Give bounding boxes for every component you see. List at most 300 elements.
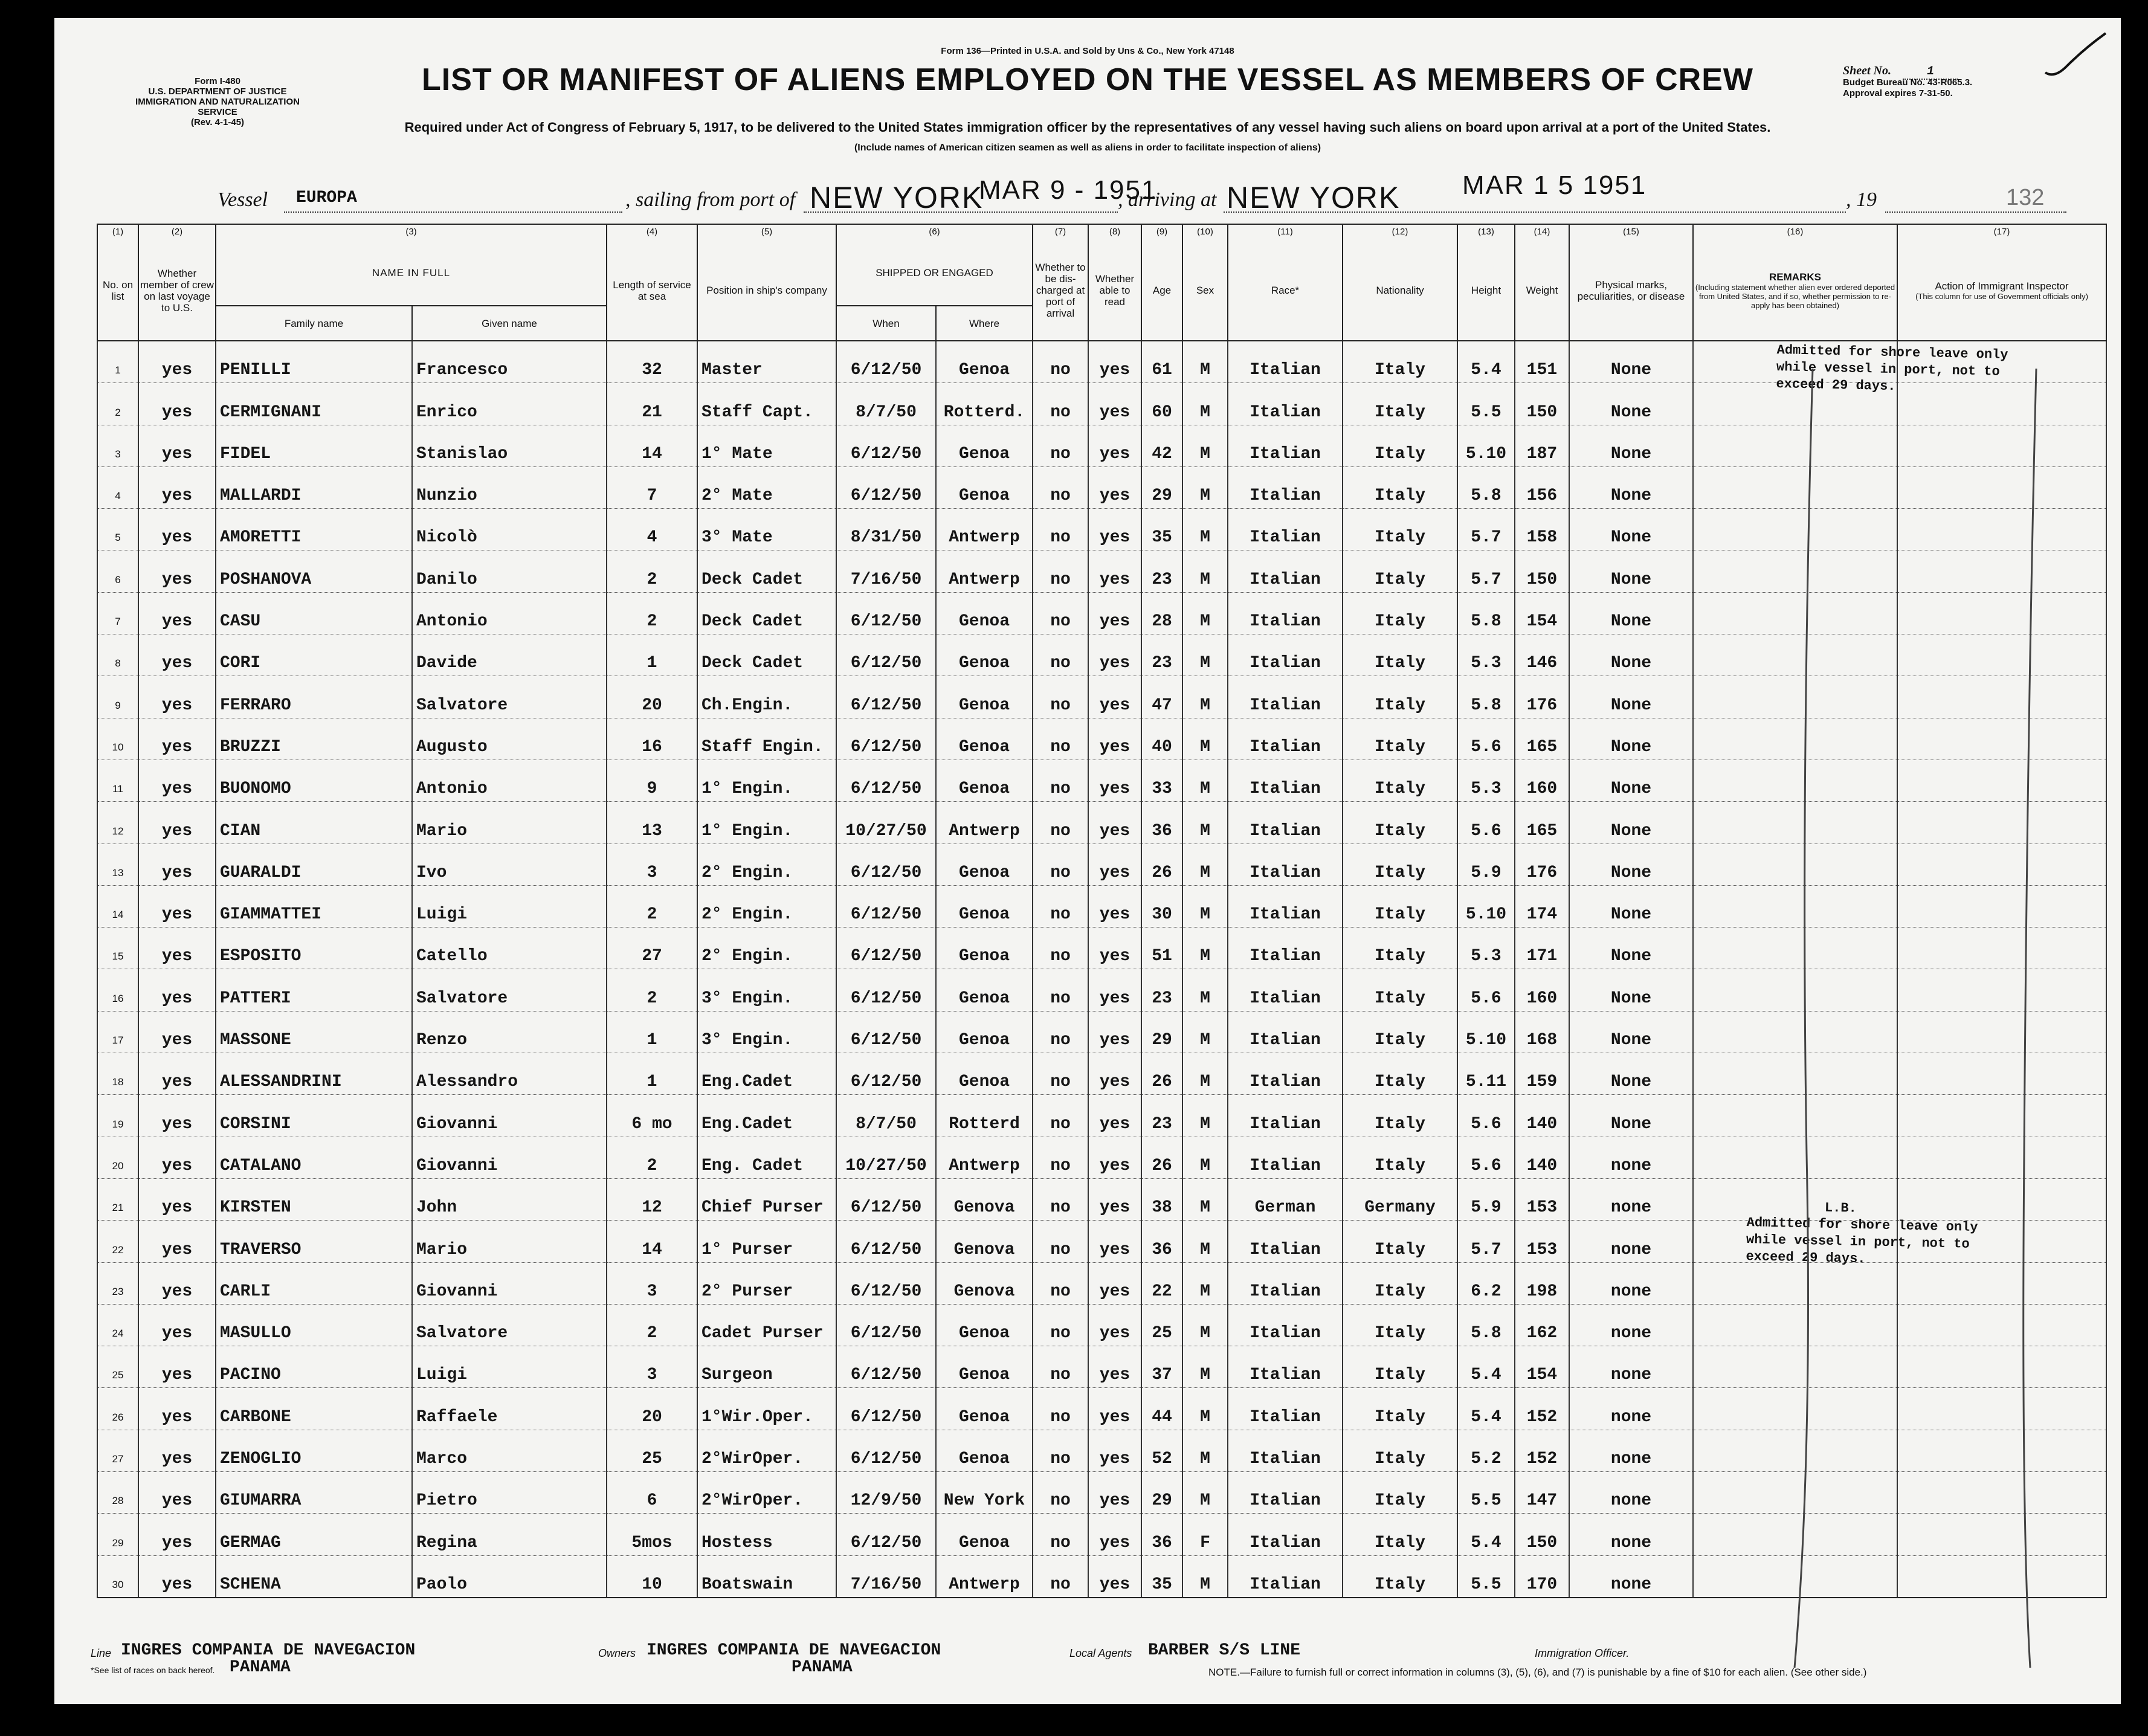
cell-family-name: CARBONE (216, 1388, 412, 1430)
cell-able-to-read: yes (1088, 676, 1141, 718)
cell-position: 1°Wir.Oper. (697, 1388, 836, 1430)
cell-race: Italian (1228, 1262, 1343, 1304)
cell-shipped-when: 6/12/50 (836, 1388, 936, 1430)
cell-age: 35 (1141, 1555, 1182, 1598)
header-able-to-read: Whether able to read (1088, 240, 1141, 341)
cell-race: Italian (1228, 1053, 1343, 1095)
header-member-last-voyage: Whether member of crew on last voyage to U.S. (138, 240, 216, 341)
header-name-in-full: NAME IN FULL (216, 240, 607, 306)
cell-family-name: ZENOGLIO (216, 1430, 412, 1471)
cell-age: 44 (1141, 1388, 1182, 1430)
cell-able-to-read: yes (1088, 1388, 1141, 1430)
cell-family-name: POSHANOVA (216, 550, 412, 592)
cell-age: 29 (1141, 1472, 1182, 1514)
cell-to-be-discharged: no (1033, 341, 1088, 383)
cell-age: 22 (1141, 1262, 1182, 1304)
cell-length-of-service: 20 (607, 676, 697, 718)
cell-height: 5.6 (1457, 969, 1515, 1011)
cell-able-to-read: yes (1088, 1472, 1141, 1514)
cell-inspector-action (1897, 634, 2106, 676)
line-company: INGRES COMPANIA DE NAVEGACION (121, 1641, 416, 1660)
cell-shipped-when: 12/9/50 (836, 1472, 936, 1514)
form-print-line: Form 136—Printed in U.S.A. and Sold by Uns & Co., New York 47148 (941, 46, 1234, 56)
cell-inspector-action (1897, 1472, 2106, 1514)
cell-to-be-discharged: no (1033, 634, 1088, 676)
cell-row-number: 10 (97, 718, 138, 760)
cell-position: 2° Engin. (697, 885, 836, 927)
cell-position: Deck Cadet (697, 634, 836, 676)
cell-length-of-service: 7 (607, 466, 697, 508)
cell-row-number: 5 (97, 509, 138, 550)
cell-nationality: Italy (1343, 676, 1457, 718)
cell-physical-marks: none (1569, 1514, 1693, 1555)
cell-weight: 170 (1515, 1555, 1569, 1598)
cell-age: 30 (1141, 885, 1182, 927)
cell-race: Italian (1228, 718, 1343, 760)
cell-length-of-service: 12 (607, 1178, 697, 1220)
cell-physical-marks: None (1569, 466, 1693, 508)
cell-nationality: Italy (1343, 1555, 1457, 1598)
cell-family-name: ESPOSITO (216, 928, 412, 969)
cell-weight: 162 (1515, 1304, 1569, 1346)
cell-shipped-when: 6/12/50 (836, 1262, 936, 1304)
cell-row-number: 6 (97, 550, 138, 592)
cell-family-name: CORI (216, 634, 412, 676)
cell-weight: 176 (1515, 844, 1569, 885)
cell-weight: 150 (1515, 1514, 1569, 1555)
cell-age: 23 (1141, 550, 1182, 592)
cell-shipped-when: 6/12/50 (836, 1178, 936, 1220)
column-number-row (97, 224, 2106, 240)
cell-length-of-service: 1 (607, 1011, 697, 1053)
cell-physical-marks: none (1569, 1304, 1693, 1346)
cell-weight: 198 (1515, 1262, 1569, 1304)
cell-sex: M (1182, 1053, 1228, 1095)
cell-nationality: Italy (1343, 1137, 1457, 1178)
cell-physical-marks: none (1569, 1430, 1693, 1471)
manifest-sheet (54, 18, 2121, 1704)
cell-physical-marks: None (1569, 718, 1693, 760)
approval-expiry: Approval expires 7-31-50. (1843, 88, 1953, 98)
cell-shipped-when: 6/12/50 (836, 885, 936, 927)
cell-physical-marks: None (1569, 885, 1693, 927)
cell-to-be-discharged: no (1033, 969, 1088, 1011)
cell-row-number: 30 (97, 1555, 138, 1598)
cell-age: 40 (1141, 718, 1182, 760)
cell-family-name: GUARALDI (216, 844, 412, 885)
cell-nationality: Italy (1343, 592, 1457, 634)
cell-position: Eng.Cadet (697, 1095, 836, 1137)
cell-nationality: Italy (1343, 802, 1457, 844)
year-label: , 19 (1846, 189, 1877, 211)
cell-member-last-voyage: yes (138, 1514, 216, 1555)
cell-given-name: Giovanni (412, 1262, 607, 1304)
cell-shipped-where: Genoa (936, 425, 1033, 466)
cell-given-name: Francesco (412, 341, 607, 383)
cell-length-of-service: 2 (607, 1304, 697, 1346)
cell-weight: 154 (1515, 592, 1569, 634)
cell-to-be-discharged: no (1033, 1011, 1088, 1053)
cell-shipped-where: Genoa (936, 718, 1033, 760)
header-remarks (1693, 240, 1897, 341)
cell-length-of-service: 21 (607, 383, 697, 425)
cell-weight: 159 (1515, 1053, 1569, 1095)
cell-able-to-read: yes (1088, 969, 1141, 1011)
cell-row-number: 21 (97, 1178, 138, 1220)
cell-inspector-action (1897, 1514, 2106, 1555)
cell-age: 23 (1141, 969, 1182, 1011)
col-num-17: (17) (1897, 224, 2106, 240)
cell-shipped-when: 6/12/50 (836, 1430, 936, 1471)
cell-able-to-read: yes (1088, 1514, 1141, 1555)
cell-position: 2°WirOper. (697, 1472, 836, 1514)
cell-able-to-read: yes (1088, 802, 1141, 844)
cell-position: Boatswain (697, 1555, 836, 1598)
cell-row-number: 8 (97, 634, 138, 676)
cell-shipped-where: Antwerp (936, 1137, 1033, 1178)
cell-given-name: Marco (412, 1430, 607, 1471)
corner-number: 132 (2006, 185, 2045, 210)
col-num-10: (10) (1182, 224, 1228, 240)
col-num-5: (5) (697, 224, 836, 240)
cell-able-to-read: yes (1088, 634, 1141, 676)
cell-weight: 160 (1515, 969, 1569, 1011)
cell-nationality: Italy (1343, 1221, 1457, 1262)
cell-height: 5.9 (1457, 1178, 1515, 1220)
cell-shipped-where: Genoa (936, 1011, 1033, 1053)
vessel-label: Vessel (218, 189, 268, 211)
cell-nationality: Italy (1343, 718, 1457, 760)
cell-row-number: 22 (97, 1221, 138, 1262)
cell-position: Eng.Cadet (697, 1053, 836, 1095)
cell-race: Italian (1228, 1430, 1343, 1471)
cell-height: 5.7 (1457, 509, 1515, 550)
cell-weight: 140 (1515, 1137, 1569, 1178)
cell-shipped-when: 6/12/50 (836, 466, 936, 508)
cell-sex: M (1182, 676, 1228, 718)
cell-position: Cadet Purser (697, 1304, 836, 1346)
header-position: Position in ship's company (697, 240, 836, 341)
cell-position: Eng. Cadet (697, 1137, 836, 1178)
cell-physical-marks: none (1569, 1555, 1693, 1598)
cell-race: Italian (1228, 509, 1343, 550)
cell-shipped-where: Genoa (936, 760, 1033, 801)
cell-member-last-voyage: yes (138, 928, 216, 969)
header-weight: Weight (1515, 240, 1569, 341)
cell-given-name: Enrico (412, 383, 607, 425)
cell-position: Hostess (697, 1514, 836, 1555)
cell-sex: M (1182, 634, 1228, 676)
cell-member-last-voyage: yes (138, 1178, 216, 1220)
cell-shipped-when: 6/12/50 (836, 425, 936, 466)
cell-family-name: FIDEL (216, 425, 412, 466)
remarks-lower: Admitted for shore leave only while vessel in port, not to exceed 29 days. (1746, 1215, 1978, 1267)
cell-able-to-read: yes (1088, 885, 1141, 927)
cell-family-name: BRUZZI (216, 718, 412, 760)
cell-shipped-where: Genova (936, 1221, 1033, 1262)
cell-height: 5.5 (1457, 383, 1515, 425)
cell-sex: M (1182, 1304, 1228, 1346)
cell-weight: 152 (1515, 1430, 1569, 1471)
cell-race: Italian (1228, 1388, 1343, 1430)
cell-position: 2° Engin. (697, 928, 836, 969)
cell-given-name: Giovanni (412, 1095, 607, 1137)
cell-row-number: 19 (97, 1095, 138, 1137)
cell-shipped-where: Antwerp (936, 802, 1033, 844)
cell-sex: M (1182, 802, 1228, 844)
remarks-upper: Admitted for shore leave only while vessel in port, not to exceed 29 days. (1776, 342, 2008, 395)
cell-nationality: Italy (1343, 383, 1457, 425)
cell-family-name: MALLARDI (216, 466, 412, 508)
cell-shipped-when: 6/12/50 (836, 1011, 936, 1053)
cell-member-last-voyage: yes (138, 550, 216, 592)
cell-row-number: 23 (97, 1262, 138, 1304)
cell-inspector-action (1897, 550, 2106, 592)
cell-length-of-service: 6 (607, 1472, 697, 1514)
cell-row-number: 1 (97, 341, 138, 383)
budget-bureau: Budget Bureau No. 43-R065.3. (1843, 77, 1973, 88)
cell-position: 2° Mate (697, 466, 836, 508)
cell-age: 47 (1141, 676, 1182, 718)
cell-given-name: Davide (412, 634, 607, 676)
cell-age: 29 (1141, 1011, 1182, 1053)
line-label: Line (91, 1647, 112, 1659)
cell-to-be-discharged: no (1033, 592, 1088, 634)
cell-nationality: Italy (1343, 885, 1457, 927)
cell-shipped-when: 6/12/50 (836, 928, 936, 969)
header-when: When (836, 306, 936, 341)
cell-to-be-discharged: no (1033, 425, 1088, 466)
cell-age: 61 (1141, 341, 1182, 383)
revision-date: (Rev. 4-1-45) (190, 117, 245, 127)
cell-to-be-discharged: no (1033, 1304, 1088, 1346)
cell-race: Italian (1228, 802, 1343, 844)
col-num-7: (7) (1033, 224, 1088, 240)
cell-family-name: CIAN (216, 802, 412, 844)
cell-race: Italian (1228, 760, 1343, 801)
cell-family-name: TRAVERSO (216, 1221, 412, 1262)
cell-nationality: Germany (1343, 1178, 1457, 1220)
cell-to-be-discharged: no (1033, 802, 1088, 844)
cell-physical-marks: None (1569, 969, 1693, 1011)
cell-family-name: AMORETTI (216, 509, 412, 550)
cell-height: 5.10 (1457, 1011, 1515, 1053)
cell-inspector-action (1897, 1011, 2106, 1053)
remarks-title: REMARKS (1769, 271, 1821, 283)
cell-race: Italian (1228, 928, 1343, 969)
cell-age: 37 (1141, 1346, 1182, 1388)
cell-height: 5.11 (1457, 1053, 1515, 1095)
cell-race: Italian (1228, 1137, 1343, 1178)
col-num-16: (16) (1693, 224, 1897, 240)
races-note: *See list of races on back hereof. (91, 1665, 215, 1675)
action-title: Action of Immigrant Inspector (1935, 280, 2069, 292)
cell-family-name: CERMIGNANI (216, 383, 412, 425)
cell-age: 42 (1141, 425, 1182, 466)
cell-age: 28 (1141, 592, 1182, 634)
sheet-label: Sheet No. (1843, 64, 1891, 77)
cell-position: Ch.Engin. (697, 676, 836, 718)
cell-given-name: Antonio (412, 760, 607, 801)
cell-race: Italian (1228, 383, 1343, 425)
cell-to-be-discharged: no (1033, 1430, 1088, 1471)
cell-position: 3° Mate (697, 509, 836, 550)
arriving-label: , arriving at (1118, 189, 1217, 211)
arrival-date-stamp: MAR 1 5 1951 (1462, 170, 1647, 200)
cell-member-last-voyage: yes (138, 1095, 216, 1137)
cell-member-last-voyage: yes (138, 425, 216, 466)
cell-inspector-action (1897, 844, 2106, 885)
cell-length-of-service: 2 (607, 592, 697, 634)
cell-shipped-where: New York (936, 1472, 1033, 1514)
immigration-officer-label: Immigration Officer. (1535, 1647, 1630, 1659)
cell-shipped-when: 6/12/50 (836, 1514, 936, 1555)
cell-nationality: Italy (1343, 341, 1457, 383)
col-num-1: (1) (97, 224, 138, 240)
cell-shipped-when: 7/16/50 (836, 1555, 936, 1598)
cell-nationality: Italy (1343, 1095, 1457, 1137)
cell-inspector-action (1897, 1137, 2106, 1178)
cell-nationality: Italy (1343, 425, 1457, 466)
header-where: Where (936, 306, 1033, 341)
cell-to-be-discharged: no (1033, 1388, 1088, 1430)
cell-member-last-voyage: yes (138, 592, 216, 634)
cell-row-number: 7 (97, 592, 138, 634)
header-given-name: Given name (412, 306, 607, 341)
cell-member-last-voyage: yes (138, 341, 216, 383)
cell-nationality: Italy (1343, 1262, 1457, 1304)
footer (91, 1641, 2109, 1699)
cell-row-number: 26 (97, 1388, 138, 1430)
cell-height: 5.6 (1457, 1137, 1515, 1178)
cell-shipped-when: 8/7/50 (836, 1095, 936, 1137)
cell-race: Italian (1228, 592, 1343, 634)
cell-length-of-service: 32 (607, 341, 697, 383)
cell-member-last-voyage: yes (138, 718, 216, 760)
cell-sex: M (1182, 1011, 1228, 1053)
line-company-country: PANAMA (230, 1658, 291, 1677)
cell-row-number: 4 (97, 466, 138, 508)
cell-weight: 156 (1515, 466, 1569, 508)
pen-bracket-mark (1788, 369, 1825, 1668)
cell-height: 5.8 (1457, 592, 1515, 634)
cell-height: 5.4 (1457, 341, 1515, 383)
cell-length-of-service: 9 (607, 760, 697, 801)
cell-physical-marks: none (1569, 1262, 1693, 1304)
cell-weight: 158 (1515, 509, 1569, 550)
cell-shipped-where: Genoa (936, 592, 1033, 634)
cell-race: Italian (1228, 676, 1343, 718)
cell-shipped-where: Antwerp (936, 509, 1033, 550)
cell-age: 26 (1141, 1053, 1182, 1095)
cell-physical-marks: None (1569, 383, 1693, 425)
cell-sex: M (1182, 844, 1228, 885)
cell-position: Staff Capt. (697, 383, 836, 425)
cell-age: 23 (1141, 634, 1182, 676)
cell-row-number: 17 (97, 1011, 138, 1053)
cell-given-name: Paolo (412, 1555, 607, 1598)
cell-given-name: Salvatore (412, 676, 607, 718)
cell-length-of-service: 14 (607, 425, 697, 466)
cell-to-be-discharged: no (1033, 466, 1088, 508)
cell-length-of-service: 5mos (607, 1514, 697, 1555)
cell-race: Italian (1228, 1555, 1343, 1598)
cell-row-number: 20 (97, 1137, 138, 1178)
agents-label: Local Agents (1069, 1647, 1132, 1659)
cell-shipped-when: 6/12/50 (836, 1304, 936, 1346)
cell-to-be-discharged: no (1033, 1472, 1088, 1514)
cell-race: Italian (1228, 1304, 1343, 1346)
cell-position: 1° Purser (697, 1221, 836, 1262)
cell-able-to-read: yes (1088, 1221, 1141, 1262)
cell-height: 5.6 (1457, 802, 1515, 844)
cell-height: 5.3 (1457, 634, 1515, 676)
cell-row-number: 9 (97, 676, 138, 718)
cell-nationality: Italy (1343, 1388, 1457, 1430)
cell-nationality: Italy (1343, 928, 1457, 969)
cell-able-to-read: yes (1088, 1262, 1141, 1304)
cell-member-last-voyage: yes (138, 885, 216, 927)
cell-race: Italian (1228, 1346, 1343, 1388)
cell-to-be-discharged: no (1033, 550, 1088, 592)
cell-position: Deck Cadet (697, 592, 836, 634)
cell-physical-marks: none (1569, 1346, 1693, 1388)
cell-length-of-service: 14 (607, 1221, 697, 1262)
cell-able-to-read: yes (1088, 1178, 1141, 1220)
header-age: Age (1141, 240, 1182, 341)
cell-shipped-when: 6/12/50 (836, 634, 936, 676)
cell-family-name: ALESSANDRINI (216, 1053, 412, 1095)
cell-given-name: Regina (412, 1514, 607, 1555)
cell-inspector-action (1897, 1178, 2106, 1220)
cell-family-name: GERMAG (216, 1514, 412, 1555)
cell-row-number: 29 (97, 1514, 138, 1555)
col-num-15: (15) (1569, 224, 1693, 240)
cell-inspector-action (1897, 592, 2106, 634)
cell-physical-marks: None (1569, 676, 1693, 718)
cell-sex: M (1182, 885, 1228, 927)
header-race: Race* (1228, 240, 1343, 341)
cell-age: 26 (1141, 1137, 1182, 1178)
service-name: IMMIGRATION AND NATURALIZATION SERVICE (135, 97, 300, 117)
cell-physical-marks: none (1569, 1221, 1693, 1262)
cell-sex: M (1182, 1262, 1228, 1304)
cell-height: 5.8 (1457, 1304, 1515, 1346)
cell-position: Chief Purser (697, 1178, 836, 1220)
cell-inspector-action (1897, 1388, 2106, 1430)
cell-given-name: Luigi (412, 1346, 607, 1388)
cell-family-name: GIUMARRA (216, 1472, 412, 1514)
cell-to-be-discharged: no (1033, 885, 1088, 927)
cell-physical-marks: None (1569, 1095, 1693, 1137)
cell-able-to-read: yes (1088, 1430, 1141, 1471)
cell-member-last-voyage: yes (138, 1053, 216, 1095)
cell-member-last-voyage: yes (138, 1262, 216, 1304)
cell-row-number: 25 (97, 1346, 138, 1388)
cell-given-name: Augusto (412, 718, 607, 760)
cell-to-be-discharged: no (1033, 1346, 1088, 1388)
cell-weight: 153 (1515, 1178, 1569, 1220)
cell-length-of-service: 10 (607, 1555, 697, 1598)
cell-able-to-read: yes (1088, 1095, 1141, 1137)
cell-shipped-when: 6/12/50 (836, 760, 936, 801)
cell-member-last-voyage: yes (138, 760, 216, 801)
cell-race: Italian (1228, 466, 1343, 508)
cell-weight: 176 (1515, 676, 1569, 718)
agents-value: BARBER S/S LINE (1148, 1641, 1301, 1660)
cell-sex: M (1182, 1095, 1228, 1137)
cell-height: 5.2 (1457, 1430, 1515, 1471)
